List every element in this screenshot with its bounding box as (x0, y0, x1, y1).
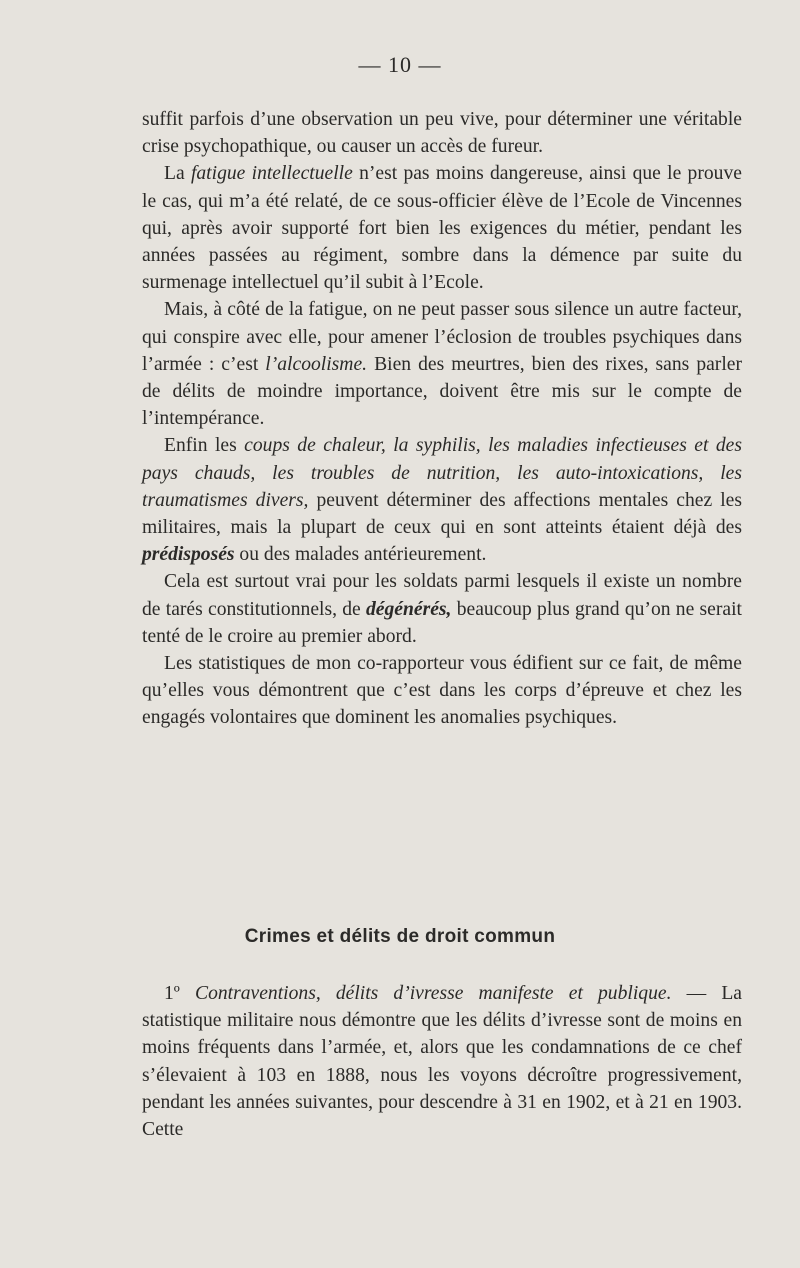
paragraph-6: Les statistiques de mon co-rapporteur vous édifient sur ce fait, de même qu’elles vous démontrent que c’est dans les corps d’épreuve et chez les engagés volontaires que dominent les anomalies psychiques. (142, 653, 742, 729)
p3-text-a: Mais, à côté de la fatigue, on ne peut passer sous silence un autre facteur, qui conspire avec elle, pour amener l’éclosion de troubles psychiques dans l’armée : c’est (142, 299, 742, 375)
section-paragraph (142, 980, 742, 1143)
section-number: 1º (164, 983, 180, 1004)
p4-text-c: peuvent déterminer des affections mentales chez les militaires, mais la plupart de ceux qui en sont atteints étaient déjà des (142, 489, 742, 539)
section-dash: — (671, 983, 707, 1004)
p5-emphasis: dégénérés, (366, 598, 452, 620)
p2-italic-term: fatigue intellectuelle (190, 163, 353, 185)
p2-text-c: n’est pas moins dangereuse, ainsi que le prouve le cas, qui m’a été relaté, de ce sous-officier élève de l’Ecole de Vincennes qui, après avoir supporté fort bien les exigences du métier, pendant les années passées au régiment, sombre dans la démence par suite du surmenage intellectuel qu’il subit à l’Ecole. (142, 163, 742, 294)
p3-italic-term: l’alcoolisme. (265, 353, 368, 375)
page-number: — 10 — (358, 52, 442, 77)
paragraph-3 (142, 296, 742, 432)
section-heading: Crimes et délits de droit commun (244, 926, 556, 947)
paragraph-4 (142, 432, 742, 568)
p4-text-a: Enfin les (164, 435, 245, 457)
p2-text-a: La (164, 163, 191, 185)
main-text (142, 106, 742, 732)
section-text (142, 980, 742, 1143)
p4-emphasis: prédisposés (142, 544, 235, 566)
p4-italic-list: coups de chaleur, la syphilis, les maladies infectieuses et des pays chauds, les troubles de nutrition, les auto-intoxications, les traumatismes divers, (142, 435, 742, 511)
paragraph-5 (142, 568, 742, 650)
p4-text-e: ou des malades antérieurement. (234, 544, 487, 566)
p5-text-a: Cela est surtout vrai pour les soldats parmi lesquels il existe un nombre de tarés constitutionnels, de (142, 571, 742, 620)
section-body: La statistique militaire nous démontre que les délits d’ivresse sont de moins en moins fréquents dans l’armée, et, alors que les condamnations de ce chef s’élevaient à 103 en 1888, nous les voyons décroître progressivement, pendant les années suivantes, pour descendre à 31 en 1902, et à 21 en 1903. Cette (142, 983, 742, 1141)
paragraph-2 (142, 160, 742, 296)
section-title: Contraventions, délits d’ivresse manifeste et publique. (195, 983, 672, 1004)
p3-text-c: Bien des meurtres, bien des rixes, sans parler de délits de moindre importance, doivent être mis sur le compte de l’intempérance. (142, 353, 742, 430)
p5-text-c: beaucoup plus grand qu’on ne serait tenté de le croire au premier abord. (142, 598, 742, 647)
paragraph-1: suffit parfois d’une observation un peu vive, pour déterminer une véritable crise psychopathique, ou causer un accès de fureur. (142, 109, 742, 158)
